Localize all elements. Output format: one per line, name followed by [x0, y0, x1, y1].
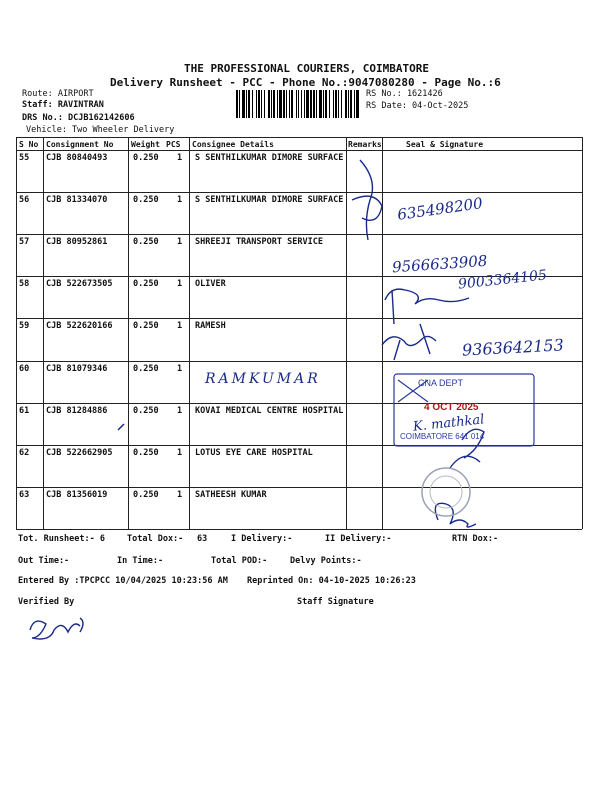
rs-date: RS Date: 04-Oct-2025 [366, 101, 469, 111]
row-weight: 0.250 [133, 279, 159, 289]
col-sno: S No [19, 140, 39, 149]
row-pcs: 1 [177, 279, 183, 289]
row-consignee: SATHEESH KUMAR [195, 490, 267, 500]
col-consignee: Consignee Details [192, 140, 274, 149]
row-sno: 55 [19, 153, 30, 163]
row-pcs: 1 [177, 237, 183, 247]
row-sno: 57 [19, 237, 30, 247]
row-consignment-no: CJB 81284886 [46, 406, 108, 416]
in-time: In Time:- [117, 556, 164, 566]
delvy-points: Delvy Points:- [290, 556, 362, 566]
row-sno: 58 [19, 279, 30, 289]
row-weight: 0.250 [133, 153, 159, 163]
row-pcs: 1 [177, 406, 183, 416]
entered-by: Entered By :TPCPCC 10/04/2025 10:23:56 AM [18, 576, 228, 586]
row-weight: 0.250 [133, 448, 159, 458]
row-sno: 61 [19, 406, 30, 416]
row-weight: 0.250 [133, 321, 159, 331]
ii-delivery: II Delivery:- [325, 534, 392, 544]
row-pcs: 1 [177, 153, 183, 163]
row-consignee: OLIVER [195, 279, 226, 289]
row-weight: 0.250 [133, 490, 159, 500]
handwritten-phone-57: 9566633908 [391, 251, 488, 277]
col-weight: Weight [131, 140, 160, 149]
total-runsheet: Tot. Runsheet:- 6 [18, 534, 105, 544]
vehicle-label: Vehicle: Two Wheeler Delivery [26, 125, 175, 135]
stamp-date: 4 OCT 2025 [424, 402, 479, 413]
handwritten-name-61: K. mathkal [412, 412, 486, 435]
handwritten-phone-56: 635498200 [396, 194, 484, 224]
handwritten-name-60: RAMKUMAR [205, 371, 321, 387]
route-label: Route: AIRPORT [22, 89, 94, 99]
row-sno: 62 [19, 448, 30, 458]
row-consignment-no: CJB 522662905 [46, 448, 113, 458]
row-sno: 63 [19, 490, 30, 500]
col-remarks: Remarks [348, 140, 382, 149]
company-title: THE PROFESSIONAL COURIERS, COIMBATORE [184, 62, 430, 75]
row-consignment-no: CJB 81334070 [46, 195, 108, 205]
row-pcs: 1 [177, 364, 183, 374]
col-consignment: Consignment No [46, 140, 114, 149]
out-time: Out Time:- [18, 556, 70, 566]
row-sno: 60 [19, 364, 30, 374]
reprinted-on: Reprinted On: 04-10-2025 10:26:23 [247, 576, 416, 586]
row-pcs: 1 [177, 195, 183, 205]
row-consignee: KOVAI MEDICAL CENTRE HOSPITAL [195, 406, 344, 416]
row-consignment-no: CJB 522673505 [46, 279, 113, 289]
row-sno: 56 [19, 195, 30, 205]
total-dox-count: 63 [197, 534, 208, 544]
stamp-line-1: CNA DEPT [418, 378, 464, 388]
handwritten-phone-58: 9003364105 [457, 267, 548, 293]
stamp-line-3: COIMBATORE 641 014 [400, 432, 485, 441]
staff-label: Staff: RAVINTRAN [22, 100, 104, 110]
rs-number: RS No.: 1621426 [366, 89, 443, 99]
total-dox-label: Total Dox:- [127, 534, 184, 544]
staff-signature: Staff Signature [297, 597, 374, 607]
row-consignment-no: CJB 80952861 [46, 237, 108, 247]
total-pod: Total POD:- [211, 556, 268, 566]
rtn-dox: RTN Dox:- [452, 534, 499, 544]
row-consignee: LOTUS EYE CARE HOSPITAL [195, 448, 313, 458]
row-sno: 59 [19, 321, 30, 331]
row-consignee: S SENTHILKUMAR DIMORE SURFACE [195, 195, 344, 205]
row-consignment-no: CJB 81079346 [46, 364, 108, 374]
row-consignee: SHREEJI TRANSPORT SERVICE [195, 237, 323, 247]
row-pcs: 1 [177, 448, 183, 458]
row-weight: 0.250 [133, 195, 159, 205]
col-pcs: PCS [166, 140, 181, 149]
row-consignment-no: CJB 522620166 [46, 321, 113, 331]
runsheet-subtitle: Delivery Runsheet - PCC - Phone No.:9047080280 - Page No.:6 [110, 76, 501, 89]
verified-by: Verified By [18, 597, 75, 607]
row-consignment-no: CJB 80840493 [46, 153, 108, 163]
col-seal-signature: Seal & Signature [406, 140, 484, 149]
row-consignment-no: CJB 81356019 [46, 490, 108, 500]
drs-number: DRS No.: DCJB162142606 [22, 113, 135, 123]
row-consignee: RAMESH [195, 321, 226, 331]
row-weight: 0.250 [133, 406, 159, 416]
row-weight: 0.250 [133, 237, 159, 247]
row-pcs: 1 [177, 490, 183, 500]
row-consignee: S SENTHILKUMAR DIMORE SURFACE [195, 153, 344, 163]
row-pcs: 1 [177, 321, 183, 331]
handwritten-phone-59: 9363642153 [461, 335, 565, 360]
i-delivery: I Delivery:- [231, 534, 293, 544]
row-weight: 0.250 [133, 364, 159, 374]
